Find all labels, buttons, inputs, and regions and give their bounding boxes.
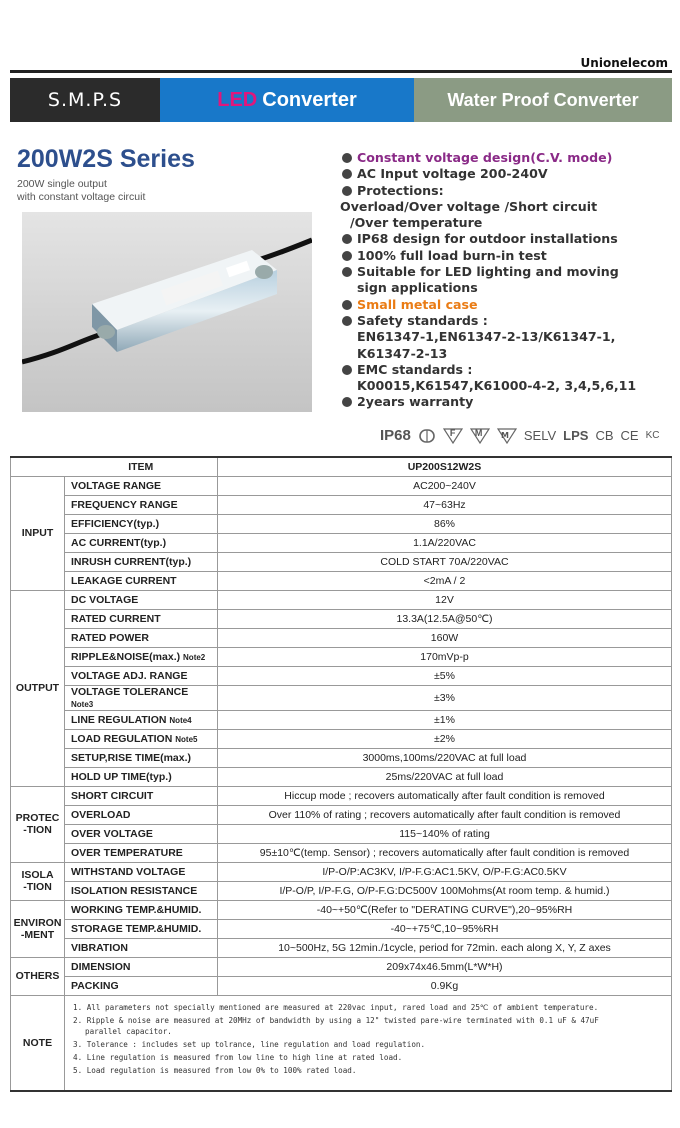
- note-line: parallel capacitor.: [85, 1026, 172, 1036]
- table-row: INRUSH CURRENT(typ.) COLD START 70A/220VAC: [11, 552, 672, 571]
- product-title: 200W2S Series: [17, 145, 195, 173]
- item-header: ITEM: [65, 457, 218, 476]
- enclosure-icon: [418, 428, 436, 444]
- table-row: INPUT VOLTAGE RANGE AC200~240V: [11, 476, 672, 495]
- feature-item: Protections:: [340, 183, 675, 199]
- group-output: OUTPUT: [11, 590, 65, 786]
- svg-text:M: M: [500, 430, 509, 440]
- bullet-icon: [342, 169, 352, 179]
- feature-item: Safety standards :: [340, 313, 675, 329]
- table-row: OVERLOAD Over 110% of rating ; recovers automatically after fault condition is removed: [11, 805, 672, 824]
- table-row: STORAGE TEMP.&HUMID. -40~+75℃,10~95%RH: [11, 919, 672, 938]
- brand-name: Unionelecom: [580, 56, 668, 70]
- bullet-icon: [342, 397, 352, 407]
- feature-item-cont: K61347-2-13: [357, 345, 448, 361]
- table-row: LINE REGULATION Note4 ±1%: [11, 710, 672, 729]
- feature-item: Constant voltage design(C.V. mode): [340, 150, 675, 166]
- ip68-mark: IP68: [380, 427, 411, 444]
- bullet-icon: [342, 365, 352, 375]
- table-row: ISOLATION RESISTANCE I/P-O/P, I/P-F.G, O/P-F.G:DC500V 100Mohms(At room temp. & humid.): [11, 881, 672, 900]
- banner-led-converter: [160, 78, 414, 122]
- feature-item-cont: K00015,K61547,K61000-4-2, 3,4,5,6,11: [357, 378, 637, 394]
- converter-image: [22, 212, 312, 412]
- spec-table: [10, 456, 672, 1092]
- group-isolation: ISOLA -TION: [11, 862, 65, 900]
- table-row: AC CURRENT(typ.) 1.1A/220VAC: [11, 533, 672, 552]
- table-row: RATED POWER 160W: [11, 628, 672, 647]
- feature-item: 100% full load burn-in test: [340, 248, 675, 264]
- table-row: OUTPUT DC VOLTAGE 12V: [11, 590, 672, 609]
- note-line: 5. Load regulation is measured from low 0% to 100% rated load.: [73, 1065, 357, 1075]
- note-line: 3. Tolerance : includes set up tolrance, line regulation and load regulation.: [73, 1039, 426, 1049]
- table-row: ENVIRON -MENT WORKING TEMP.&HUMID. -40~+50℃(Refer to "DERATING CURVE"),20~95%RH: [11, 900, 672, 919]
- feature-item: Suitable for LED lighting and moving: [340, 264, 675, 280]
- lps-mark: LPS: [563, 428, 589, 443]
- subtitle-line-2: with constant voltage circuit: [17, 191, 146, 203]
- group-environment: ENVIRON -MENT: [11, 900, 65, 957]
- table-row: RATED CURRENT 13.3A(12.5A@50℃): [11, 609, 672, 628]
- feature-item: AC Input voltage 200-240V: [340, 166, 675, 182]
- banner-waterproof: Water Proof Converter: [414, 78, 672, 122]
- table-row: HOLD UP TIME(typ.) 25ms/220VAC at full load: [11, 767, 672, 786]
- subtitle-line-1: 200W single output: [17, 178, 107, 190]
- bullet-icon: [342, 300, 352, 310]
- group-input: INPUT: [11, 476, 65, 590]
- ce-mark: CE: [620, 428, 639, 443]
- selv-mark: SELV: [523, 428, 557, 443]
- table-row: VOLTAGE TOLERANCE Note3 ±3%: [11, 685, 672, 710]
- table-row: OVER TEMPERATURE 95±10℃(temp. Sensor) ; recovers automatically after fault condition is removed: [11, 843, 672, 862]
- group-others: OTHERS: [11, 957, 65, 995]
- banner-converter-label: Converter: [262, 88, 357, 111]
- table-row: LOAD REGULATION Note5 ±2%: [11, 729, 672, 748]
- banner-led-label: LED: [217, 88, 258, 111]
- notes-text: [65, 995, 672, 1091]
- feature-item-cont: Overload/Over voltage /Short circuit: [340, 198, 598, 214]
- table-row: SETUP,RISE TIME(max.) 3000ms,100ms/220VAC at full load: [11, 748, 672, 767]
- bullet-icon: [342, 251, 352, 261]
- table-header-row: [11, 457, 672, 476]
- category-banner: [10, 78, 672, 122]
- feature-item: IP68 design for outdoor installations: [340, 231, 675, 247]
- table-row: LEAKAGE CURRENT <2mA / 2: [11, 571, 672, 590]
- note-line: 1. All parameters not specially mentioned are measured at 220vac input, rared load and 25℃ of ambient temperature.: [73, 1002, 599, 1012]
- feature-item-cont: EN61347-1,EN61347-2-13/K61347-1,: [357, 329, 616, 345]
- f-mark-icon: F: [443, 428, 463, 444]
- feature-item-cont: sign applications: [357, 280, 478, 296]
- note-line: 2. Ripple & noise are measured at 20MHz of bandwidth by using a 12" twisted pare-wire terminated with 0.1 uF & 47uF: [73, 1015, 599, 1025]
- group-protection: PROTEC -TION: [11, 786, 65, 862]
- table-row: OVER VOLTAGE 115~140% of rating: [11, 824, 672, 843]
- note-line: 4. Line regulation is measured from low line to high line at rated load.: [73, 1052, 403, 1062]
- table-row: VIBRATION 10~500Hz, 5G 12min./1cycle, period for 72min. each along X, Y, Z axes: [11, 938, 672, 957]
- table-row: FREQUENCY RANGE 47~63Hz: [11, 495, 672, 514]
- bullet-icon: [342, 316, 352, 326]
- feature-item: 2years warranty: [340, 394, 675, 410]
- table-row: VOLTAGE ADJ. RANGE ±5%: [11, 666, 672, 685]
- model-header: UP200S12W2S: [218, 457, 672, 476]
- table-row: PROTEC -TION SHORT CIRCUIT Hiccup mode ; recovers automatically after fault condition is removed: [11, 786, 672, 805]
- bullet-icon: [342, 186, 352, 196]
- group-note: NOTE: [11, 995, 65, 1091]
- feature-item-cont: /Over temperature: [350, 215, 483, 231]
- table-row: RIPPLE&NOISE(max.) Note2 170mVp-p: [11, 647, 672, 666]
- table-row: PACKING 0.9Kg: [11, 976, 672, 995]
- header-rule: [10, 70, 672, 73]
- feature-item: EMC standards :: [340, 362, 675, 378]
- feature-item: Small metal case: [340, 297, 675, 313]
- mm-mark-icon: [497, 428, 517, 444]
- kc-mark: KC: [645, 430, 660, 441]
- banner-smps: S.M.P.S: [10, 78, 160, 122]
- certification-marks: [380, 427, 659, 444]
- feature-list: [340, 150, 675, 411]
- bullet-icon: [342, 153, 352, 163]
- m-mark-icon: M: [470, 428, 490, 444]
- table-row: OTHERS DIMENSION 209x74x46.5mm(L*W*H): [11, 957, 672, 976]
- product-photo: [22, 212, 312, 412]
- table-row: ISOLA -TION WITHSTAND VOLTAGE I/P-O/P:AC3KV, I/P-F.G:AC1.5KV, O/P-F.G:AC0.5KV: [11, 862, 672, 881]
- notes-row: [11, 995, 672, 1091]
- bullet-icon: [342, 267, 352, 277]
- table-row: EFFICIENCY(typ.) 86%: [11, 514, 672, 533]
- cb-mark: CB: [595, 428, 614, 443]
- bullet-icon: [342, 234, 352, 244]
- product-subtitle: [17, 178, 145, 204]
